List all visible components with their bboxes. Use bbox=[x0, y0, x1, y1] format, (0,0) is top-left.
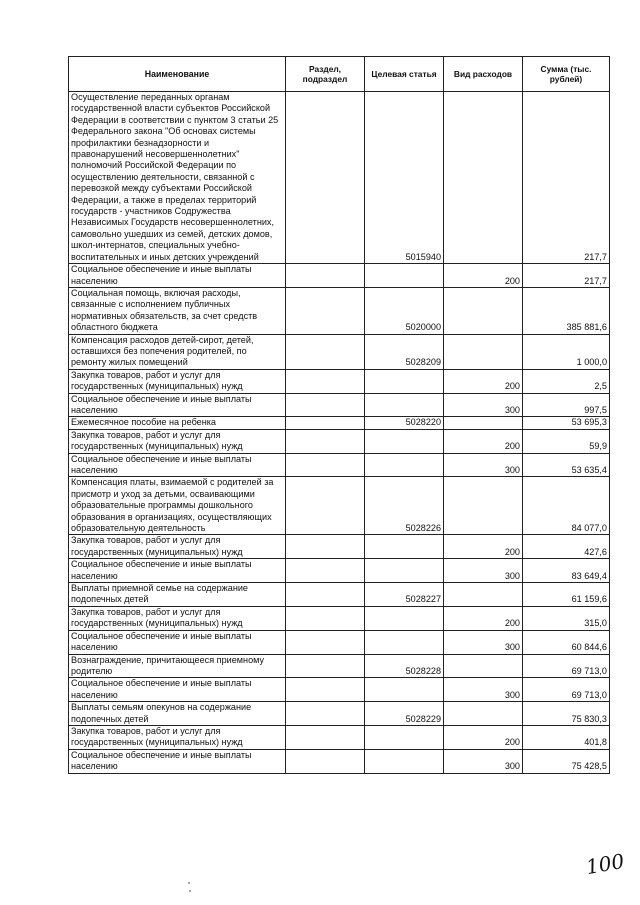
table-row bbox=[69, 583, 610, 607]
cell-kind bbox=[444, 702, 523, 726]
cell-section bbox=[286, 417, 365, 429]
table-row bbox=[69, 477, 610, 535]
cell-target bbox=[365, 749, 444, 773]
cell-name: Социальное обеспечение и иные выплаты населению bbox=[69, 749, 286, 773]
table-body bbox=[69, 92, 610, 774]
cell-sum: 315,0 bbox=[523, 606, 610, 630]
cell-target bbox=[365, 264, 444, 288]
cell-section bbox=[286, 393, 365, 417]
cell-name: Социальное обеспечение и иные выплаты населению bbox=[69, 393, 286, 417]
cell-kind: 300 bbox=[444, 559, 523, 583]
table-row bbox=[69, 393, 610, 417]
table-row bbox=[69, 678, 610, 702]
cell-sum: 2,5 bbox=[523, 369, 610, 393]
cell-kind: 200 bbox=[444, 264, 523, 288]
cell-target bbox=[365, 725, 444, 749]
cell-sum: 427,6 bbox=[523, 535, 610, 559]
cell-kind bbox=[444, 583, 523, 607]
cell-name: Социальное обеспечение и иные выплаты населению bbox=[69, 630, 286, 654]
cell-target bbox=[365, 559, 444, 583]
cell-name: Ежемесячное пособие на ребенка bbox=[69, 417, 286, 429]
cell-kind bbox=[444, 334, 523, 369]
cell-section bbox=[286, 559, 365, 583]
cell-name: Закупка товаров, работ и услуг для государственных (муниципальных) нужд bbox=[69, 606, 286, 630]
cell-kind bbox=[444, 92, 523, 264]
cell-sum: 217,7 bbox=[523, 264, 610, 288]
cell-target bbox=[365, 678, 444, 702]
cell-kind: 200 bbox=[444, 606, 523, 630]
cell-sum: 69 713,0 bbox=[523, 654, 610, 678]
cell-sum: 53 695,3 bbox=[523, 417, 610, 429]
cell-kind bbox=[444, 654, 523, 678]
cell-kind: 200 bbox=[444, 535, 523, 559]
cell-target: 5028209 bbox=[365, 334, 444, 369]
cell-name: Закупка товаров, работ и услуг для государственных (муниципальных) нужд bbox=[69, 369, 286, 393]
cell-name: Осуществление переданных органам государственной власти субъектов Российской Федерации в соответствии с пунктом 3 статьи 25 Федерального закона "Об основах системы профилактики безнадзорности и правонарушений несовершеннолетних" полномочий Российской Федерации по осуществлению деятельности, связанной с перевозкой между субъектами Российской Федерации, а также в пределах территорий государств - участников Содружества Независимых Государств несовершеннолетних, самовольно ушедших из семей, детских домов, школ-интернатов, специальных учебно-воспитательных и иных детских учреждений bbox=[69, 92, 286, 264]
cell-sum: 53 635,4 bbox=[523, 453, 610, 477]
cell-section bbox=[286, 702, 365, 726]
cell-target: 5028227 bbox=[365, 583, 444, 607]
budget-table-sheet bbox=[68, 56, 609, 774]
cell-target: 5028226 bbox=[365, 477, 444, 535]
cell-section bbox=[286, 287, 365, 334]
cell-name: Закупка товаров, работ и услуг для государственных (муниципальных) нужд bbox=[69, 725, 286, 749]
cell-section bbox=[286, 92, 365, 264]
cell-section bbox=[286, 583, 365, 607]
header-row bbox=[69, 57, 610, 92]
cell-section bbox=[286, 749, 365, 773]
cell-section bbox=[286, 535, 365, 559]
header-target: Целевая статья bbox=[365, 57, 444, 92]
cell-target: 5028229 bbox=[365, 702, 444, 726]
cell-name: Социальное обеспечение и иные выплаты населению bbox=[69, 264, 286, 288]
cell-name: Компенсация платы, взимаемой с родителей за присмотр и уход за детьми, осваивающими образовательные программы дошкольного образования в организациях, осуществляющих образовательную деятельность bbox=[69, 477, 286, 535]
cell-kind: 300 bbox=[444, 630, 523, 654]
cell-kind bbox=[444, 477, 523, 535]
cell-name: Социальное обеспечение и иные выплаты населению bbox=[69, 678, 286, 702]
cell-sum: 217,7 bbox=[523, 92, 610, 264]
cell-sum: 61 159,6 bbox=[523, 583, 610, 607]
table-row bbox=[69, 264, 610, 288]
cell-name: Выплаты приемной семье на содержание подопечных детей bbox=[69, 583, 286, 607]
cell-section bbox=[286, 654, 365, 678]
table-row bbox=[69, 287, 610, 334]
cell-name: Вознаграждение, причитающееся приемному родителю bbox=[69, 654, 286, 678]
cell-kind: 200 bbox=[444, 429, 523, 453]
header-name: Наименование bbox=[69, 57, 286, 92]
cell-name: Социальное обеспечение и иные выплаты населению bbox=[69, 453, 286, 477]
cell-section bbox=[286, 429, 365, 453]
scan-speck bbox=[189, 890, 191, 892]
table-row bbox=[69, 749, 610, 773]
header-sum: Сумма (тыс. рублей) bbox=[523, 57, 610, 92]
cell-target bbox=[365, 535, 444, 559]
cell-section bbox=[286, 725, 365, 749]
table-row bbox=[69, 369, 610, 393]
cell-kind: 300 bbox=[444, 393, 523, 417]
cell-section bbox=[286, 630, 365, 654]
table-row bbox=[69, 417, 610, 429]
cell-section bbox=[286, 606, 365, 630]
cell-sum: 75 830,3 bbox=[523, 702, 610, 726]
cell-target: 5028220 bbox=[365, 417, 444, 429]
cell-target bbox=[365, 429, 444, 453]
cell-sum: 83 649,4 bbox=[523, 559, 610, 583]
table-row bbox=[69, 559, 610, 583]
table-row bbox=[69, 725, 610, 749]
table-row bbox=[69, 606, 610, 630]
cell-sum: 59,9 bbox=[523, 429, 610, 453]
cell-target: 5020000 bbox=[365, 287, 444, 334]
cell-kind bbox=[444, 287, 523, 334]
cell-sum: 75 428,5 bbox=[523, 749, 610, 773]
cell-kind: 300 bbox=[444, 453, 523, 477]
table-row bbox=[69, 453, 610, 477]
cell-target bbox=[365, 453, 444, 477]
table-row bbox=[69, 334, 610, 369]
cell-sum: 997,5 bbox=[523, 393, 610, 417]
cell-target: 5028228 bbox=[365, 654, 444, 678]
table-row bbox=[69, 630, 610, 654]
cell-section bbox=[286, 264, 365, 288]
cell-name: Социальная помощь, включая расходы, связанные с исполнением публичных нормативных обязательств, за счет средств областного бюджета bbox=[69, 287, 286, 334]
cell-sum: 84 077,0 bbox=[523, 477, 610, 535]
cell-kind: 200 bbox=[444, 725, 523, 749]
cell-section bbox=[286, 678, 365, 702]
cell-sum: 69 713,0 bbox=[523, 678, 610, 702]
cell-kind: 200 bbox=[444, 369, 523, 393]
table-row bbox=[69, 654, 610, 678]
cell-name: Закупка товаров, работ и услуг для государственных (муниципальных) нужд bbox=[69, 535, 286, 559]
cell-section bbox=[286, 477, 365, 535]
scan-speck bbox=[188, 882, 190, 884]
cell-section bbox=[286, 453, 365, 477]
cell-sum: 385 881,6 bbox=[523, 287, 610, 334]
cell-name: Компенсация расходов детей-сирот, детей, оставшихся без попечения родителей, по ремонту жилых помещений bbox=[69, 334, 286, 369]
cell-target: 5015940 bbox=[365, 92, 444, 264]
header-kind: Вид расходов bbox=[444, 57, 523, 92]
cell-target bbox=[365, 606, 444, 630]
cell-section bbox=[286, 369, 365, 393]
table-row bbox=[69, 429, 610, 453]
cell-target bbox=[365, 393, 444, 417]
cell-section bbox=[286, 334, 365, 369]
cell-name: Закупка товаров, работ и услуг для государственных (муниципальных) нужд bbox=[69, 429, 286, 453]
page-number: 100 bbox=[584, 848, 626, 880]
table-row bbox=[69, 702, 610, 726]
cell-name: Выплаты семьям опекунов на содержание подопечных детей bbox=[69, 702, 286, 726]
cell-target bbox=[365, 630, 444, 654]
table-row bbox=[69, 535, 610, 559]
cell-sum: 1 000,0 bbox=[523, 334, 610, 369]
cell-target bbox=[365, 369, 444, 393]
budget-table bbox=[68, 56, 610, 774]
cell-kind: 300 bbox=[444, 749, 523, 773]
cell-kind: 300 bbox=[444, 678, 523, 702]
header-section: Раздел, подраздел bbox=[286, 57, 365, 92]
cell-sum: 60 844,6 bbox=[523, 630, 610, 654]
cell-sum: 401,8 bbox=[523, 725, 610, 749]
cell-kind bbox=[444, 417, 523, 429]
cell-name: Социальное обеспечение и иные выплаты населению bbox=[69, 559, 286, 583]
table-row bbox=[69, 92, 610, 264]
